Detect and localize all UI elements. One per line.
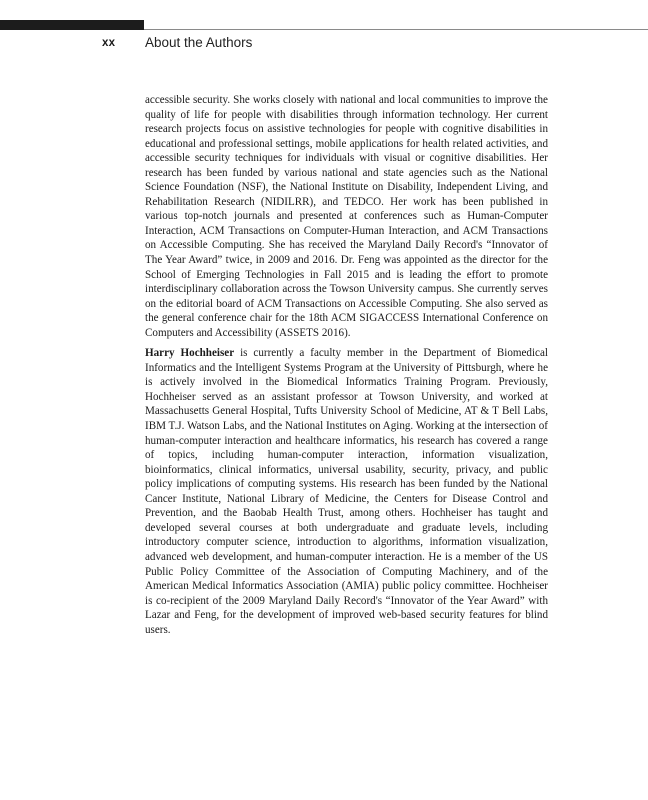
feng-bio-paragraph: accessible security. She works closely with national and local communities to improve the quality of life for people with disabilities through information technology. Her current research projects focus on assistive technologies for people with cognitive disabilities in educational and professional settings, mobile applications for health related activities, and accessible security techniques for individuals with visual or cognitive disabilities. Her research has been funded by various national and state agencies such as the National Science Foundation (NSF), the National Institute on Disability, Independent Living, and Rehabilitation Research (NIDILRR), and TEDCO. Her work has been published in various top-notch journals and presented at conferences such as Human-Computer Interaction, ACM Transactions on Computer-Human Interaction, and ACM Transactions on Accessible Computing. She has received the Maryland Daily Record's “Innovator of The Year Award” twice, in 2009 and 2016. Dr. Feng was appointed as the director for the School of Emerging Technologies in Fall 2015 and is leading the effort to promote interdisciplinary collaboration across the Towson University campus. She currently serves on the editorial board of ACM Transactions on Accessible Computing. She also served as the general conference chair for the 18th ACM SIGACCESS International Conference on Computers and Accessibility (ASSETS 2016). xyxy=(145,94,548,339)
body-text xyxy=(145,93,548,637)
author-bio-text: is currently a faculty member in the Department of Biomedical Informatics and the Intelligent Systems Program at the University of Pittsburgh, where he is actively involved in the Biomedical Informatics Training Program. Previously, Hochheiser served as an assistant professor at Towson University, and worked at Massachusetts General Hospital, Tufts University School of Medicine, AT & T Bell Labs, IBM T.J. Watson Labs, and the National Institutes on Aging. Working at the intersection of human-computer interaction and healthcare informatics, his research has covered a range of topics, including human-computer interaction, information visualization, bioinformatics, clinical informatics, universal usability, security, privacy, and public policy implications of computing systems. His research has been funded by the National Cancer Institute, National Library of Medicine, the Centers for Disease Control and Prevention, and the Baobab Health Trust, among others. Hochheiser has taught and developed several courses at both undergraduate and graduate levels, including introductory computer science, introduction to algorithms, information visualization, advanced web development, and human-computer interaction. He is a member of the US Public Policy Committee of the Association of Computing Machinery, and of the American Medical Informatics Association (AMIA) public policy committee. Hochheiser is co-recipient of the 2009 Maryland Daily Record's “Innovator of the Year Award” with Lazar and Feng, for the development of improved web-based security features for blind users. xyxy=(145,347,548,636)
header-rule xyxy=(144,29,648,30)
running-head: About the Authors xyxy=(145,35,253,50)
author-name: Harry Hochheiser xyxy=(145,347,235,360)
header-thick-bar xyxy=(0,20,144,30)
hochheiser-bio-paragraph xyxy=(145,346,548,637)
page-number: xx xyxy=(102,37,116,49)
